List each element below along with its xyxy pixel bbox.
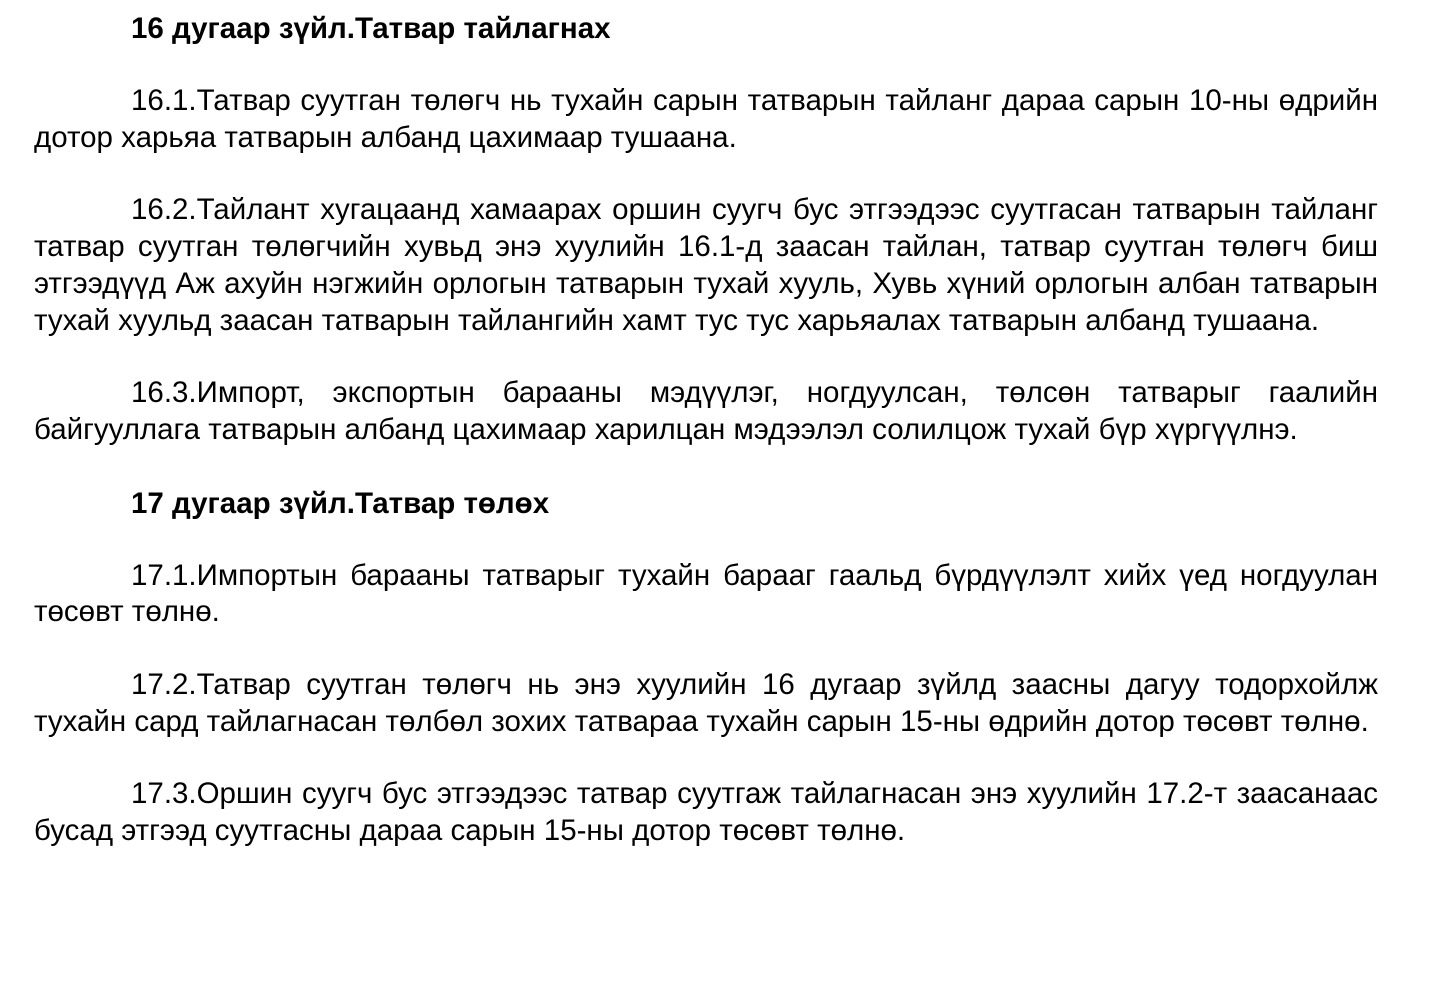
clause-16-3: 16.3.Импорт, экспортын барааны мэдүүлэг, ногдуулсан, төлсөн татварыг гаалийн байгууллага татварын албанд цахимаар харилцан мэдээлэл солилцож тухай бүр хүргүүлнэ.: [34, 376, 1378, 446]
clause-17-1: 17.1.Импортын барааны татварыг тухайн барааг гаальд бүрдүүлэлт хийх үед ногдуулан төсөвт төлнө.: [34, 558, 1378, 629]
clause-16-1: 16.1.Татвар суутган төлөгч нь тухайн сарын татварын тайланг дараа сарын 10-ны өдрийн дотор харьяа татварын албанд цахимаар тушаана.: [34, 84, 1378, 154]
document-body: [34, 10, 1378, 850]
clause-17-3: 17.3.Оршин суугч бус этгээдээс татвар суутгаж тайлагнасан энэ хуулийн 17.2-т заасанаас бусад этгээд суутгасны дараа сарын 15-ны дотор төсөвт төлнө.: [34, 777, 1378, 848]
clause-17-2: 17.2.Татвар суутган төлөгч нь энэ хуулийн 16 дугаар зүйлд заасны дагуу тодорхойлж тухайн сард тайлагнасан төлбөл зохих татвараа тухайн сарын 15-ны өдрийн дотор төсөвт төлнө.: [34, 668, 1378, 738]
clause-16-2: 16.2.Тайлант хугацаанд хамаарах оршин суугч бус этгээдээс суутгасан татварын тайланг татвар суутган төлөгчийн хувьд энэ хуулийн 16.1-д заасан тайлан, татвар суутган төлөгч биш этгээдүүд Аж ахуйн нэгжийн орлогын татварын тухай хууль, Хувь хүний орлогын албан татварын тухай хуульд заасан татварын тайлангийн хамт тус тус харьяалах татварын албанд тушаана.: [34, 193, 1378, 337]
article-17-heading: 17 дугаар зүйл.Татвар төлөх: [131, 486, 550, 520]
article-16-heading: 16 дугаар зүйл.Татвар тайлагнах: [131, 12, 611, 45]
